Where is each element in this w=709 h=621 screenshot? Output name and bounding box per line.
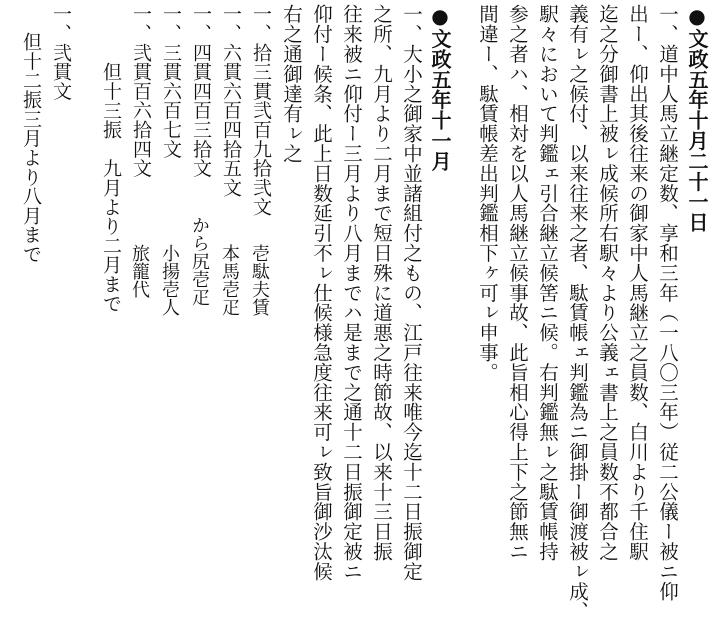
para2-line-4: 仰付ー候条、此上日数延引不ㇾ仕候様急度往来可ㇾ致旨御沙汰候 (310, 4, 333, 582)
para1-line-3: 迄之分御書上被ㇾ成候所右駅々より公義ェ書上之員数不都合之 (596, 4, 619, 562)
fee-item-1-note: 壱駄夫賃 (249, 244, 270, 316)
fee-item-2-note: 本馬壱疋 (219, 244, 240, 316)
entry-heading-bunsei5-10-21: ●文政五年十月二十一日 (685, 4, 709, 233)
para2-line-3: 往来被ニ仰付ー三月より八月までハ是まで之通十二日振御定被ニ (340, 4, 363, 582)
fee-subnote-2: 但十二振三月より八月まで (20, 32, 42, 264)
para2-line-2: 之所、九月より二月まで短日殊に道悪之時節故、以来十三日振 (370, 4, 393, 562)
fee-item-5: 一、弐貫百六拾四文 (130, 4, 152, 178)
fee-item-4-note: 小揚壱人 (159, 244, 180, 316)
fee-item-2: 一、六貫六百四拾五文 (220, 4, 242, 197)
para1-line-7: 間違ー、駄賃帳差出判鑑相下ヶ可ㇾ申事。 (476, 4, 499, 383)
fee-item-3: 一、四貫四百三拾文 (190, 4, 212, 178)
entry-heading-bunsei5-11: ●文政五年十一月 (428, 4, 452, 172)
fee-subnote-1: 但十三振 九月より二月まで (100, 62, 122, 313)
para1-line-4: 義有ㇾ之候付、以来往来之者、駄賃帳ェ判鑑為ニ御掛ー御渡被ㇾ成、 (566, 4, 589, 621)
fee-item-3-note: から尻壱疋 (189, 216, 210, 306)
para1-line-6: 参之者ハ、相対を以人馬継立候事故、此旨相心得上下之節無ニ (506, 4, 529, 562)
para1-line-5: 駅々において判鑑ェ引合継立候筈ニ候。右判鑑無ㇾ之駄賃帳持 (536, 4, 559, 562)
para2-line-1: 一、大小之御家中並諸組付之もの、江戸往来唯今迄十二日振御定 (400, 4, 423, 582)
para1-line-1: 一、道中人馬立継定数、享和三年（一八〇三年）従二公儀ー被ニ仰 (656, 4, 679, 601)
fee-item-1: 一、拾三貫弐百九拾弐文 (250, 4, 272, 217)
para1-line-2: 出ー、仰出其後往来の御家中人馬継立之員数、白川より千住駅 (626, 4, 649, 562)
para2-line-5: 右之通御達有ㇾ之 (280, 4, 303, 164)
fee-item-6: 一、弐貫文 (50, 4, 72, 101)
fee-item-5-note: 旅籠代 (129, 244, 150, 298)
fee-item-4: 一、三貫六百七文 (160, 4, 182, 159)
